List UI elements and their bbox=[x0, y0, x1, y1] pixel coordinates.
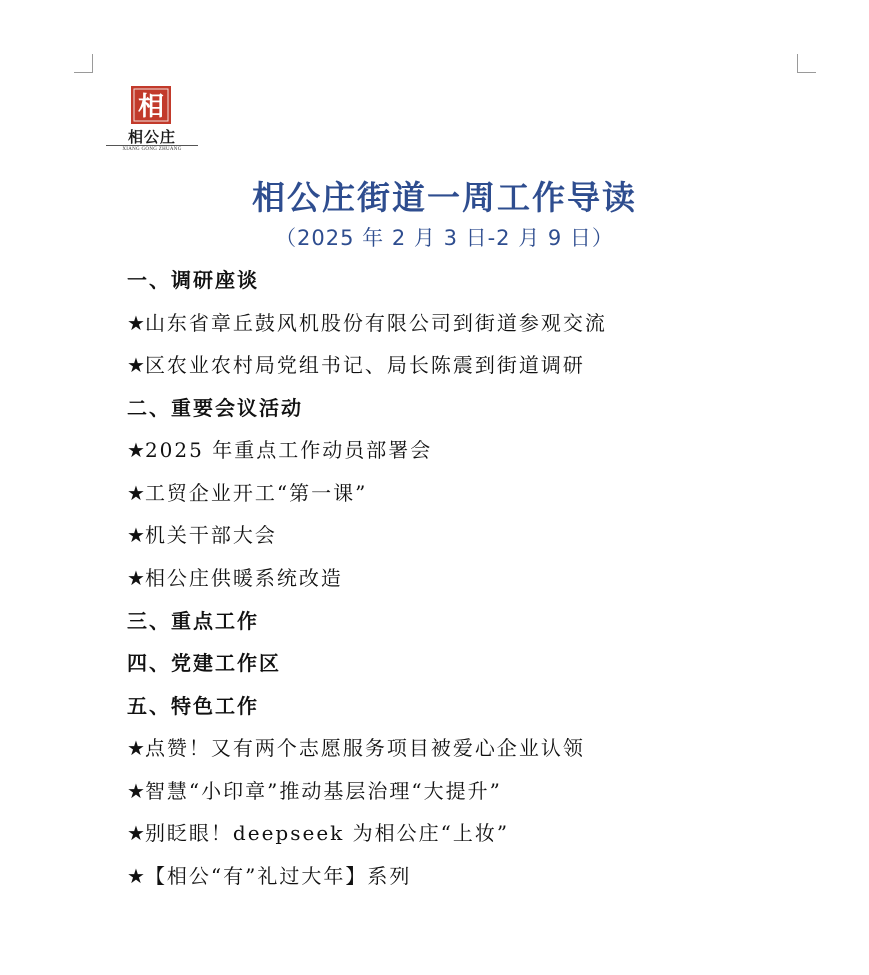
section-heading: 五、特色工作 bbox=[127, 694, 259, 718]
list-item bbox=[127, 521, 277, 549]
list-item-text: 2025 年重点工作动员部署会 bbox=[144, 438, 433, 462]
section-heading: 二、重要会议活动 bbox=[127, 396, 303, 420]
list-item-text: 区农业农村局党组书记、局长陈震到街道调研 bbox=[144, 353, 585, 377]
star-icon: ★ bbox=[127, 864, 145, 888]
list-item-text: 别眨眼！deepseek 为相公庄“上妆” bbox=[144, 821, 510, 845]
star-icon: ★ bbox=[127, 821, 145, 845]
list-item bbox=[127, 777, 502, 805]
star-icon: ★ bbox=[127, 438, 145, 462]
section-heading: 三、重点工作 bbox=[127, 609, 259, 633]
list-item-text: 山东省章丘鼓风机股份有限公司到街道参观交流 bbox=[144, 311, 607, 335]
list-item-text: 智慧“小印章”推动基层治理“大提升” bbox=[144, 779, 502, 803]
logo-seal-icon bbox=[131, 86, 171, 124]
logo-pinyin: XIANG GONG ZHUANG bbox=[122, 147, 182, 152]
star-icon: ★ bbox=[127, 481, 145, 505]
list-item-text: 工贸企业开工“第一课” bbox=[144, 481, 368, 505]
list-item bbox=[127, 819, 509, 847]
star-icon: ★ bbox=[127, 736, 145, 760]
list-item bbox=[127, 351, 585, 379]
section-heading: 四、党建工作区 bbox=[127, 651, 281, 675]
list-item bbox=[127, 564, 343, 592]
star-icon: ★ bbox=[127, 779, 145, 803]
star-icon: ★ bbox=[127, 523, 145, 547]
logo-seal-char: 相 bbox=[137, 92, 165, 122]
list-item-text: 【相公“有”礼过大年】系列 bbox=[144, 864, 412, 888]
crop-mark-top-left bbox=[74, 54, 93, 73]
list-item-text: 相公庄供暖系统改造 bbox=[144, 566, 343, 590]
logo-name: 相公庄 bbox=[127, 128, 176, 146]
star-icon: ★ bbox=[127, 311, 145, 335]
page-date-range: （2025 年 2 月 3 日-2 月 9 日） bbox=[275, 226, 614, 250]
page-title: 相公庄街道一周工作导读 bbox=[252, 178, 637, 217]
list-item bbox=[127, 862, 411, 890]
list-item-text: 机关干部大会 bbox=[144, 523, 277, 547]
logo-rule bbox=[106, 145, 198, 146]
crop-mark-top-right bbox=[797, 54, 816, 73]
logo bbox=[106, 86, 198, 154]
star-icon: ★ bbox=[127, 353, 145, 377]
section-heading: 一、调研座谈 bbox=[127, 268, 259, 292]
list-item-text: 点赞！又有两个志愿服务项目被爱心企业认领 bbox=[144, 736, 585, 760]
list-item bbox=[127, 479, 367, 507]
list-item bbox=[127, 309, 607, 337]
star-icon: ★ bbox=[127, 566, 145, 590]
list-item bbox=[127, 436, 432, 464]
list-item bbox=[127, 734, 585, 762]
